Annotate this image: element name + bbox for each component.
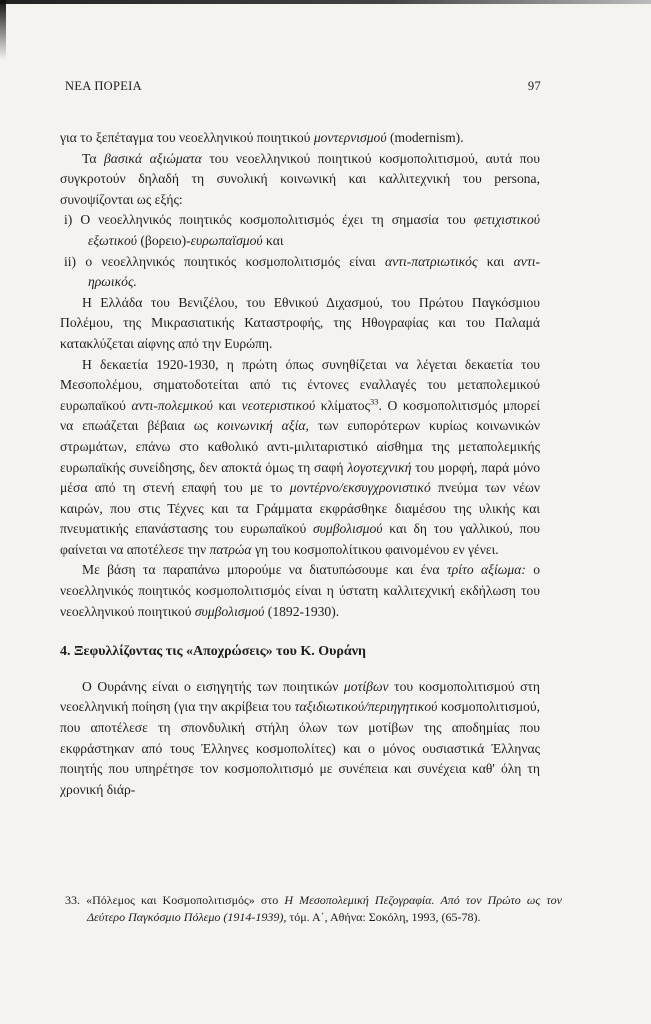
- italic-term: βασικά αξιώματα: [104, 150, 202, 166]
- italic-term: Η Μεσοπολεμική Πεζογραφία. Από τον Πρώτο ως τον Δεύτερο Παγκόσμιο Πόλεμο (1914-1939),: [87, 893, 562, 924]
- italic-term: ταξιδιωτικού/περιηγητικού: [294, 699, 438, 715]
- italic-term: μοντερνισμού: [313, 130, 387, 145]
- italic-term: αντι-ηρωικός.: [88, 253, 540, 290]
- italic-term: πατρώα: [209, 541, 252, 557]
- text-run: Η δεκαετία 1920-1930, η πρώτη όπως συνηθίζεται να λέγεται δεκαετία του Μεσοπολέμου, σηματοδοτείται από τις έντονες εναλλαγές του μεταπολεμικού ευρωπαϊκού: [60, 356, 540, 413]
- text-run: και: [212, 397, 242, 413]
- paragraph: [60, 128, 540, 149]
- list-item: [60, 252, 540, 293]
- italic-term: μοντέρνο/εκσυγχρονιστικό: [289, 480, 431, 496]
- text-run: του κοσμοπολιτισμού στη νεοελληνική ποίηση (για την ακρίβεια του: [60, 678, 540, 715]
- page-number: 97: [527, 79, 541, 93]
- footnote: [65, 892, 562, 926]
- italic-term: συμβολισμού: [312, 521, 383, 537]
- section-heading: 4. Ξεφυλλίζοντας τις «Αποχρώσεις» του Κ. Ουράνη: [60, 644, 366, 660]
- italic-term: τρίτο αξίωμα:: [446, 562, 526, 578]
- text-run: γη του κοσμοπολίτικου φαινομένου εν γένει.: [251, 541, 499, 557]
- italic-term: λογοτεχνική: [347, 459, 412, 475]
- paragraph: [60, 149, 540, 211]
- paragraph: [60, 355, 540, 561]
- page-top-rule: [0, 0, 651, 4]
- journal-title: ΝΕΑ ΠΟΡΕΙΑ: [65, 79, 142, 93]
- main-text: [60, 128, 540, 800]
- binding-shadow: [0, 0, 6, 60]
- italic-term: φετιχιστικού εξωτικού: [88, 212, 540, 248]
- italic-term: αντι-πατριωτικός: [384, 253, 478, 269]
- text-run: πνεύμα των νέων καιρών, που στις Τέχνες και τα Γράμματα εκφράσθηκε διαμέσου της υλικής και πνευματικής επανάστασης του ευρωπαϊκού: [60, 480, 541, 537]
- italic-term: νεοτεριστικού: [241, 397, 316, 413]
- text-run: του μορφή, παρά μόνο μέσα από τη στενή επαφή του με το: [60, 459, 540, 496]
- text-run: Τα: [82, 150, 105, 166]
- text-run: και δη του γαλλικού, που φαίνεται να αποτέλεσε την: [60, 521, 540, 557]
- paragraph: Η Ελλάδα του Βενιζέλου, του Εθνικού Διχασμού, του Πρώτου Παγκόσμιου Πολέμου, της Μικρασιατικής Καταστροφής, της Ηθογραφίας και του Παλαμά κατακλύζεται αίφνης από την Ευρώπη.: [60, 294, 540, 351]
- text-run: (βορειο)-: [136, 232, 191, 248]
- text-run: για το ξεπέταγμα του νεοελληνικού ποιητικού: [60, 130, 314, 145]
- text-run: ii) ο νεοελληνικός ποιητικός κοσμοπολιτισμός είναι: [64, 253, 385, 269]
- text-run: τόμ. Α΄, Αθήνα: Σοκόλη, 1993, (65-78).: [286, 910, 481, 924]
- italic-term: αντι-πολεμικού: [131, 397, 213, 413]
- italic-term: κοινωνική αξία,: [216, 418, 309, 434]
- list-item: [60, 210, 540, 251]
- text-run: κοσμοπολιτισμού, που αποτέλεσε τη σπονδυλική στήλη όλων των μοτίβων της αποδημίας που εκφράστηκαν από τους Έλληνες κοσμοπολίτες) και ο μόνος ουσιαστικά Έλληνας ποιητής που υπηρέτησε τον κοσμοπολιτισμό με συνέπεια και συνέχεια καθ' όλη τη χρονική διάρ-: [60, 699, 540, 797]
- italic-term: συμβολισμού: [194, 603, 265, 619]
- text-run: και: [477, 253, 514, 269]
- text-run: του νεοελληνικού ποιητικού κοσμοπολιτισμού, αυτά που συγκροτούν δηλαδή τη συνολική κοινωνική και καλλιτεχνική του persona, συνοψίζονται ως εξής:: [60, 150, 541, 207]
- text-run: 33. «Πόλεμος και Κοσμοπολιτισμός» στο: [65, 893, 285, 907]
- text-run: Με βάση τα παραπάνω μπορούμε να διατυπώσουμε και ένα: [82, 562, 447, 578]
- paragraph: [60, 677, 540, 801]
- paragraph: [60, 560, 540, 622]
- text-run: (1892-1930).: [264, 603, 340, 619]
- text-run: i) Ο νεοελληνικός ποιητικός κοσμοπολιτισμός έχει τη σημασία του: [64, 212, 474, 228]
- text-run: (modernism).: [386, 130, 464, 145]
- italic-term: μοτίβων: [343, 678, 389, 694]
- footnote-marker: 33: [369, 396, 379, 407]
- text-run: κλίματος: [315, 397, 370, 413]
- text-run: και: [262, 232, 284, 248]
- text-run: Ο Ουράνης είναι ο εισηγητής των ποιητικών: [82, 678, 344, 694]
- running-header: [65, 79, 541, 95]
- text-run: ο νεοελληνικός ποιητικός κοσμοπολιτισμός είναι η ύστατη καλλιτεχνική εκδήλωση του νεοελληνικού ποιητικού: [60, 562, 540, 619]
- text-run: . Ο κοσμοπολιτισμός μπορεί να επωάζεται βέβαια ως: [60, 397, 540, 434]
- text-run: των ευπορότερων κυρίως κοινωνικών στρωμάτων, επάνω στο καθολικό αντι-μιλιταριστικό αίσθημα της μεταπολεμικής ευρωπαϊκής συνείδησης, δεν αποκτά όμως τη σαφή: [60, 418, 540, 475]
- italic-term: ευρωπαϊσμού: [190, 232, 263, 248]
